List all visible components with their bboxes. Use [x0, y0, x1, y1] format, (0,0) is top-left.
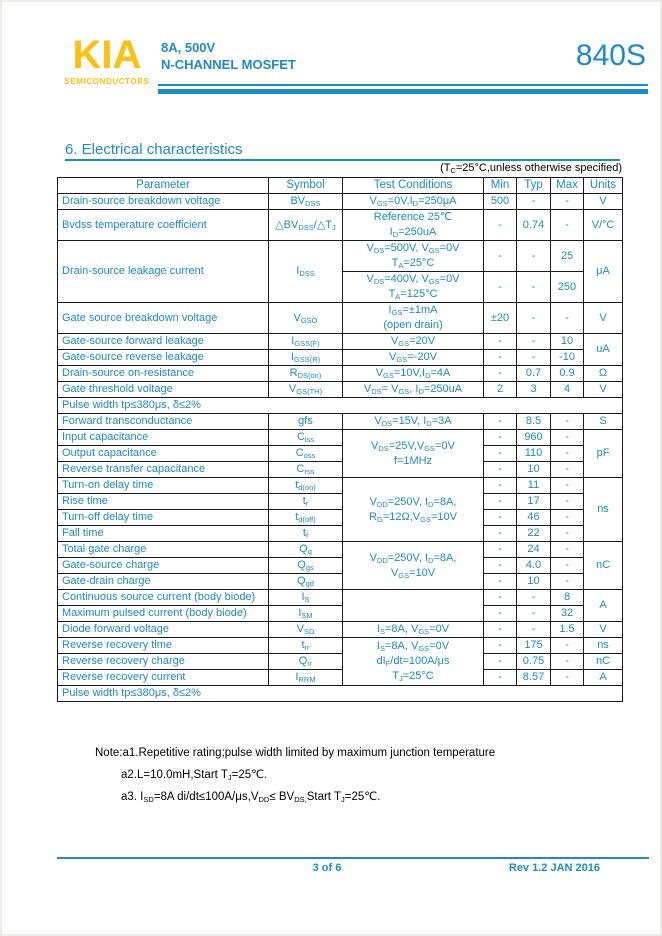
table-cell: -	[484, 446, 517, 462]
table-cell: Drain-source leakage current	[58, 241, 269, 303]
header-rule-thin	[158, 84, 648, 86]
table-cell: 110	[517, 446, 551, 462]
table-row	[58, 430, 623, 446]
table-cell: $V_{GS(TH)}$	[269, 382, 343, 398]
table-cell: -	[484, 478, 517, 494]
table-cell: -	[517, 272, 551, 303]
table-cell: $I_S=8A$, $V_{GS}=0V$ $dI_F/dt=100A/\mu s$ $T_J=25^\circ C$	[343, 638, 484, 686]
table-cell: -	[517, 241, 551, 272]
table-cell: 10	[517, 462, 551, 478]
test-condition-note: ($T_C=25^\circ C,unless$ otherwise specified)	[440, 162, 622, 175]
table-cell: $t_{rr}$	[269, 638, 343, 654]
table-cell: -	[551, 414, 584, 430]
table-cell: 0.9	[551, 366, 584, 382]
table-cell: 24	[517, 542, 551, 558]
table-cell: $I_{GS}=\pm 1mA$ (open drain)	[343, 303, 484, 334]
table-cell: -	[551, 558, 584, 574]
table-cell: 250	[551, 272, 584, 303]
table-cell: -	[484, 510, 517, 526]
table-cell: $\triangle BV_{DSS}/\triangle T_J$	[269, 210, 343, 241]
table-cell: $t_r$	[269, 494, 343, 510]
table-cell: $V_{DS}=25V,V_{GS}=0V$ f=1MHz	[343, 430, 484, 478]
note-line: a2.L=10.0mH,Start $T_J=25℃$.	[121, 769, 268, 782]
table-row	[58, 622, 623, 638]
table-cell: $I_{GSS(R)}$	[269, 350, 343, 366]
table-cell: $t_{d(on)}$	[269, 478, 343, 494]
table-cell: -	[484, 590, 517, 606]
column-header: Units	[584, 178, 623, 194]
table-cell: $V_{DS}=400V$, $V_{GS}=0V$ $T_A=125^\circ C$	[343, 272, 484, 303]
table-cell: Gate threshold voltage	[58, 382, 269, 398]
table-cell: -	[484, 334, 517, 350]
table-row	[58, 670, 623, 686]
table-cell: ±20	[484, 303, 517, 334]
table-cell: S	[584, 414, 623, 430]
table-cell: 0.75	[517, 654, 551, 670]
table-cell: Maximum pulsed current (body biode)	[58, 606, 269, 622]
table-row	[58, 558, 623, 574]
column-header: Min	[484, 178, 517, 194]
table-cell: -	[484, 272, 517, 303]
table-cell: $V_{DD}=250V$, $I_D=8A$, $V_{GS}=10V$	[343, 542, 484, 590]
table-row	[58, 590, 623, 606]
table-cell: $V_{DS}= V_{GS}$, $I_D=250uA$	[343, 382, 484, 398]
table-cell: Input capacitance	[58, 430, 269, 446]
table-cell: -	[484, 494, 517, 510]
table-cell: Turn-off delay time	[58, 510, 269, 526]
table-cell: $I_{GSS(F)}$	[269, 334, 343, 350]
table-cell: -	[484, 558, 517, 574]
table-cell: -	[484, 574, 517, 590]
table-cell: gfs	[269, 414, 343, 430]
table-cell: Total gate charge	[58, 542, 269, 558]
brand-logo-text: KIA	[72, 33, 142, 77]
table-cell: -	[517, 350, 551, 366]
part-number: 840S	[575, 39, 646, 72]
table-cell: -10	[551, 350, 584, 366]
table-cell: 4.0	[517, 558, 551, 574]
table-cell: Drain-source on-resistance	[58, 366, 269, 382]
table-cell: uA	[584, 334, 623, 366]
table-row	[58, 462, 623, 478]
table-cell: $V_{DD}=250V$, $I_D=8A$, $R_G=12\Omega,V_{GS}=10V$	[343, 478, 484, 542]
table-cell: 25	[551, 241, 584, 272]
table-cell: Bvdss temperature coefficient	[58, 210, 269, 241]
table-cell: -	[484, 542, 517, 558]
table-cell: ns	[584, 638, 623, 654]
table-cell: $Q_{gd}$	[269, 574, 343, 590]
table-cell: -	[484, 210, 517, 241]
table-cell: $V_{DS}=500V$, $V_{GS}=0V$ $T_A=25^\circ C$	[343, 241, 484, 272]
table-cell: $I_{SM}$	[269, 606, 343, 622]
table-cell: V	[584, 194, 623, 210]
table-cell: -	[484, 638, 517, 654]
table-cell: V	[584, 382, 623, 398]
table-cell: Reference 25℃ $I_D=250uA$	[343, 210, 484, 241]
table-cell: 46	[517, 510, 551, 526]
table-cell: 8	[551, 590, 584, 606]
table-row	[58, 194, 623, 210]
table-row	[58, 606, 623, 622]
table-cell: Pulse width tp≤380μs, δ≤2%	[58, 398, 623, 414]
column-header: Typ	[517, 178, 551, 194]
table-cell: $Q_g$	[269, 542, 343, 558]
table-cell: V	[584, 303, 623, 334]
table-cell: Reverse recovery current	[58, 670, 269, 686]
section-title: 6. Electrical characteristics	[65, 141, 620, 161]
table-cell: -	[551, 526, 584, 542]
table-cell: Reverse transfer capacitance	[58, 462, 269, 478]
table-cell: -	[484, 350, 517, 366]
table-cell: ns	[584, 478, 623, 542]
table-cell: pF	[584, 430, 623, 478]
table-cell: $V_{GS}=20V$	[343, 334, 484, 350]
brand-logo	[57, 34, 157, 86]
table-cell: 2	[484, 382, 517, 398]
table-cell: 11	[517, 478, 551, 494]
table-cell: -	[484, 241, 517, 272]
table-cell: Forward transconductance	[58, 414, 269, 430]
table-cell: -	[484, 622, 517, 638]
column-header: Parameter	[58, 178, 269, 194]
table-cell: $I_S$	[269, 590, 343, 606]
table-cell: -	[551, 670, 584, 686]
table-cell: -	[517, 303, 551, 334]
table-cell: $Q_{gs}$	[269, 558, 343, 574]
table-cell: Gate-source forward leakage	[58, 334, 269, 350]
table-cell: 0.74	[517, 210, 551, 241]
device-type: N-CHANNEL MOSFET	[161, 57, 296, 72]
table-cell: 0.7	[517, 366, 551, 382]
table-cell: 8.5	[517, 414, 551, 430]
table-row	[58, 478, 623, 494]
table-cell: 1.5	[551, 622, 584, 638]
table-cell: -	[551, 478, 584, 494]
table-cell: Turn-on delay time	[58, 478, 269, 494]
column-header: Symbol	[269, 178, 343, 194]
table-cell: 3	[517, 382, 551, 398]
table-cell	[343, 590, 484, 622]
table-cell: 8.57	[517, 670, 551, 686]
page-number: 3 of 6	[312, 862, 342, 874]
table-cell: A	[584, 590, 623, 622]
table-row	[58, 542, 623, 558]
table-row	[58, 350, 623, 366]
table-cell: Pulse width tp≤380μs, δ≤2%	[58, 686, 623, 702]
table-row	[58, 654, 623, 670]
table-cell: -	[517, 590, 551, 606]
table-cell: -	[484, 670, 517, 686]
table-row	[58, 574, 623, 590]
table-cell: -	[551, 542, 584, 558]
table-cell: -	[517, 606, 551, 622]
table-cell: $V_{GS}=10V,I_D=4A$	[343, 366, 484, 382]
table-cell: $I_{RRM}$	[269, 670, 343, 686]
note-line: a3. $I_{SD}=8A$ $di/dt\le 100A/\mu s,V_{DD}\le$ $BV_{DS,}Start$ $T_J=25℃$.	[121, 791, 381, 804]
footer-rule	[57, 857, 649, 859]
table-cell: 4	[551, 382, 584, 398]
table-cell: 175	[517, 638, 551, 654]
table-row	[58, 334, 623, 350]
table-cell: -	[484, 414, 517, 430]
table-row	[58, 303, 623, 334]
spec-table	[57, 177, 623, 702]
table-cell: 960	[517, 430, 551, 446]
table-cell: -	[484, 606, 517, 622]
table-row	[58, 241, 623, 272]
table-cell: -	[484, 366, 517, 382]
table-row	[58, 526, 623, 542]
table-row	[58, 366, 623, 382]
table-cell: 17	[517, 494, 551, 510]
table-row	[58, 494, 623, 510]
table-cell: $C_{iss}$	[269, 430, 343, 446]
table-cell: -	[551, 462, 584, 478]
table-header-row	[58, 178, 623, 194]
table-cell: μA	[584, 241, 623, 303]
table-cell: Ω	[584, 366, 623, 382]
table-cell: Gate source breakdown voltage	[58, 303, 269, 334]
table-cell: -	[551, 446, 584, 462]
table-cell: $C_{rss}$	[269, 462, 343, 478]
table-cell: $I_{DSS}$	[269, 241, 343, 303]
table-cell: -	[517, 622, 551, 638]
table-cell: 500	[484, 194, 517, 210]
table-cell: -	[551, 194, 584, 210]
table-cell: Diode forward voltage	[58, 622, 269, 638]
table-cell: -	[484, 526, 517, 542]
column-header: Max	[551, 178, 584, 194]
table-cell: Gate-source reverse leakage	[58, 350, 269, 366]
table-cell: $BV_{DSS}$	[269, 194, 343, 210]
table-cell: Drain-source breakdown voltage	[58, 194, 269, 210]
table-cell: $V_{GS}=-20V$	[343, 350, 484, 366]
table-cell: 10	[551, 334, 584, 350]
table-row	[58, 446, 623, 462]
table-cell: $t_f$	[269, 526, 343, 542]
table-cell: Continuous source current (body biode)	[58, 590, 269, 606]
table-cell: -	[551, 494, 584, 510]
table-cell: $V_{GSO}$	[269, 303, 343, 334]
table-cell: -	[484, 462, 517, 478]
table-cell: nC	[584, 542, 623, 590]
table-cell: -	[484, 654, 517, 670]
table-cell: $V_{DS}=15V$, $I_D=3A$	[343, 414, 484, 430]
device-rating: 8A, 500V	[161, 40, 216, 55]
column-header: Test Conditions	[343, 178, 484, 194]
table-row	[58, 510, 623, 526]
table-cell: 10	[517, 574, 551, 590]
table-cell: Gate-drain charge	[58, 574, 269, 590]
brand-logo-subtext: SEMICONDUCTORS	[64, 77, 150, 86]
table-cell: -	[517, 334, 551, 350]
revision-label: Rev 1.2 JAN 2016	[508, 862, 600, 874]
table-cell: -	[551, 210, 584, 241]
header-rule-thick	[158, 89, 648, 94]
table-cell: -	[551, 510, 584, 526]
table-cell: -	[484, 430, 517, 446]
table-cell: $V_{GS}=0V,I_D=250\mu A$	[343, 194, 484, 210]
table-cell: Fall time	[58, 526, 269, 542]
table-row	[58, 414, 623, 430]
table-cell: nC	[584, 654, 623, 670]
table-cell: V	[584, 622, 623, 638]
notes-block	[95, 742, 495, 808]
table-cell: $t_{d(off)}$	[269, 510, 343, 526]
table-cell: -	[551, 638, 584, 654]
table-cell: -	[551, 303, 584, 334]
table-cell: -	[551, 654, 584, 670]
table-cell: A	[584, 670, 623, 686]
table-row	[58, 638, 623, 654]
table-cell: $C_{oss}$	[269, 446, 343, 462]
table-cell: $R_{DS(on)}$	[269, 366, 343, 382]
note-line: Note:a1.Repetitive rating;pulse width limited by maximum junction temperature	[95, 747, 496, 759]
table-cell: $Q_{rr}$	[269, 654, 343, 670]
table-cell: -	[551, 574, 584, 590]
table-cell: -	[551, 430, 584, 446]
table-cell: 22	[517, 526, 551, 542]
table-cell: $V_{SD}$	[269, 622, 343, 638]
table-cell: Rise time	[58, 494, 269, 510]
device-summary	[161, 40, 296, 73]
table-cell: Reverse recovery time	[58, 638, 269, 654]
table-cell: 32	[551, 606, 584, 622]
table-cell: Gate-source charge	[58, 558, 269, 574]
table-row	[58, 210, 623, 241]
table-cell: V/°C	[584, 210, 623, 241]
table-row	[58, 382, 623, 398]
table-cell: Output capacitance	[58, 446, 269, 462]
table-row	[58, 686, 623, 702]
table-cell: $I_S=8A$, $V_{GS}=0V$	[343, 622, 484, 638]
table-cell: -	[517, 194, 551, 210]
table-cell: Reverse recovery charge	[58, 654, 269, 670]
table-row	[58, 398, 623, 414]
